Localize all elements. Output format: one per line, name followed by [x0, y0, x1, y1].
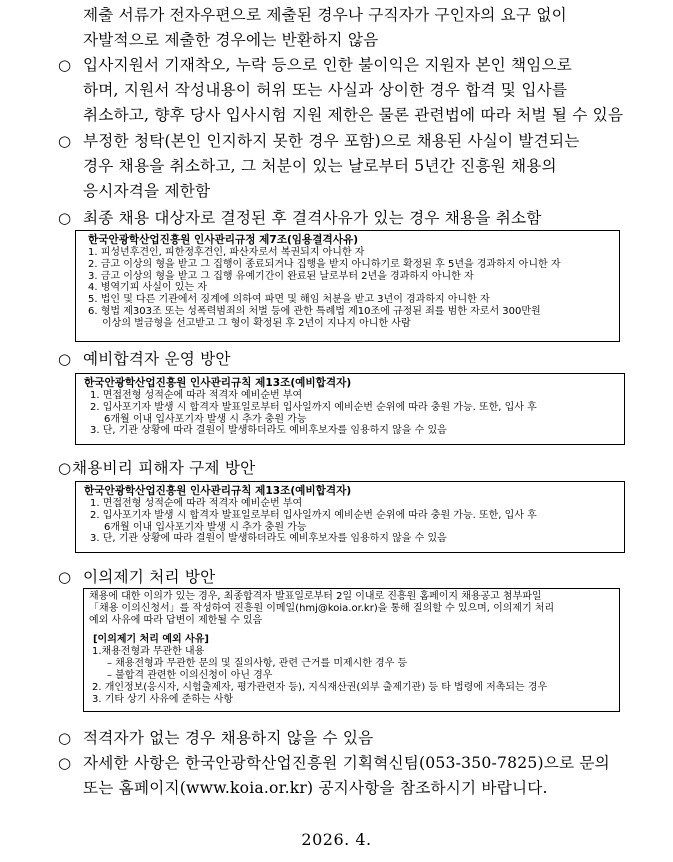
objection-paragraph: 「채용 이의신청서」를 작성하여 진흥원 이메일(hmj@koia.or.kr)을 통해 질의할 수 있으며, 이의제기 처리 — [89, 602, 555, 614]
item1-line-3: 취소하고, 향후 당사 입사시험 지원 제한은 물론 관련법에 따라 처벌 될 수 있음 — [83, 106, 624, 124]
bullet-icon: ○ — [58, 754, 72, 772]
bullet-icon: ○ — [58, 132, 72, 150]
bullet-icon: ○ — [58, 459, 72, 477]
item8-line-1: 자세한 사항은 한국안광학산업진흥원 기획혁신팀(053-350-7825)으로 문의 — [83, 754, 610, 772]
objection-paragraph: 예외 사유에 따라 답변이 제한될 수 있음 — [89, 614, 263, 626]
bullet-icon: ○ — [58, 568, 72, 586]
item2-line-1: 부정한 청탁(본인 인지하지 못한 경우 포함)으로 채용된 사실이 발견되는 — [83, 132, 580, 150]
objection-subtitle: [이의제기 처리 예외 사유] — [92, 634, 209, 646]
item3-line-1: 최종 채용 대상자로 결정된 후 결격사유가 있는 경우 채용을 취소함 — [83, 209, 542, 227]
regulation-item: 2. 입사포기자 발생 시 합격자 발표일로부터 입사일까지 예비순번 순위에 따라 충원 가능. 또한, 입사 후 — [90, 401, 537, 413]
bullet-icon: ○ — [58, 729, 72, 747]
regulation-item: 6. 형법 제303조 또는 성폭력범죄의 처벌 등에 관한 특례법 제10조에 규정된 죄를 범한 자로서 300만원 — [88, 305, 541, 317]
regulation-item: 1. 면접전형 성적순에 따라 적격자 예비순번 부여 — [90, 390, 303, 401]
regulation-item: 6개월 이내 입사포기자 발생 시 추가 충원 가능 — [104, 413, 307, 425]
objection-item: – 불합격 관련한 이의신청이 아닌 경우 — [106, 669, 273, 681]
regulation-item: 2. 금고 이상의 형을 받고 그 집행이 종료되거나 집행을 받지 아니하기로 확정된 후 5년을 경과하지 아니한 자 — [88, 258, 561, 270]
item2-line-2: 경우 채용을 취소하고, 그 처분이 있는 날로부터 5년간 진흥원 채용의 — [83, 157, 557, 175]
regulation-item: 3. 단, 기관 상황에 따라 결원이 발생하더라도 예비후보자를 임용하지 않을 수 있음 — [90, 533, 447, 545]
regulation-item: 1. 피성년후견인, 피한정후견인, 파산자로서 복권되지 아니한 자 — [88, 247, 365, 258]
regulation-box-reserve — [75, 373, 625, 445]
regulation-box-title: 한국안광학산업진흥원 인사관리규칙 제13조(예비합격자) — [84, 485, 352, 497]
objection-paragraph: 채용에 대한 이의가 있는 경우, 최종합격자 발표일로부터 2일 이내로 진흥원 홈페이지 채용공고 첨부파일 — [89, 591, 542, 602]
objection-item: – 채용전형과 무관한 문의 및 질의사항, 관련 근거를 미제시한 경우 등 — [106, 658, 408, 670]
regulation-box-disqualification — [75, 230, 620, 342]
document-date: 2026. 4. — [301, 830, 372, 849]
regulation-item: 4. 병역기피 사실이 있는 자 — [88, 282, 207, 294]
intro-line-2: 자발적으로 제출한 경우에는 반환하지 않음 — [83, 31, 379, 49]
bullet-icon: ○ — [58, 56, 72, 74]
regulation-item: 1. 면접전형 성적순에 따라 적격자 예비순번 부여 — [90, 498, 303, 509]
item1-line-1: 입사지원서 기재착오, 누락 등으로 인한 불이익은 지원자 본인 책임으로 — [83, 56, 573, 74]
regulation-box-remedy — [75, 481, 625, 553]
item5-line-1: 채용비리 피해자 구제 방안 — [72, 459, 256, 477]
regulation-item: 이상의 벌금형을 선고받고 그 형이 확정된 후 2년이 지나지 아니한 사람 — [102, 317, 411, 329]
objection-item: 1.채용전형과 무관한 내용 — [91, 646, 205, 658]
item8-line-2: 또는 홈페이지(www.koia.or.kr) 공지사항을 참조하시기 바랍니다. — [83, 779, 548, 797]
regulation-box-title: 한국안광학산업진흥원 인사관리규칙 제13조(예비합격자) — [84, 377, 352, 389]
bullet-icon: ○ — [58, 209, 72, 227]
objection-box — [83, 588, 620, 712]
regulation-item: 6개월 이내 입사포기자 발생 시 추가 충원 가능 — [104, 521, 307, 533]
intro-line-1: 제출 서류가 전자우편으로 제출된 경우나 구직자가 구인자의 요구 없이 — [83, 6, 567, 24]
objection-item: 2. 개인정보(응시자, 시험출제자, 평가관련자 등), 지식재산권(외부 출제기관) 등 타 법령에 저촉되는 경우 — [91, 681, 548, 693]
item1-line-2: 하며, 지원서 작성내용이 허위 또는 사실과 상이한 경우 합격 및 입사를 — [83, 81, 568, 99]
item6-line-1: 이의제기 처리 방안 — [83, 568, 216, 586]
regulation-item: 2. 입사포기자 발생 시 합격자 발표일로부터 입사일까지 예비순번 순위에 따라 충원 가능. 또한, 입사 후 — [90, 509, 537, 521]
regulation-item: 5. 법인 및 다른 기관에서 징계에 의하여 파면 및 해임 처분을 받고 3년이 경과하지 아니한 자 — [88, 294, 490, 306]
item7-line-1: 적격자가 없는 경우 채용하지 않을 수 있음 — [83, 729, 374, 747]
bullet-icon: ○ — [58, 350, 72, 368]
regulation-item: 3. 단, 기관 상황에 따라 결원이 발생하더라도 예비후보자를 임용하지 않을 수 있음 — [90, 425, 447, 437]
objection-item: 3. 기타 상기 사유에 준하는 사항 — [91, 693, 234, 705]
item4-line-1: 예비합격자 운영 방안 — [83, 350, 231, 368]
item2-line-3: 응시자격을 제한함 — [83, 182, 211, 200]
regulation-item: 3. 금고 이상의 형을 받고 그 집행 유예기간이 완료된 날로부터 2년을 경과하지 아니한 자 — [88, 270, 474, 282]
regulation-box-title: 한국안광학산업진흥원 인사관리규정 제7조(임용결격사유) — [88, 234, 359, 246]
